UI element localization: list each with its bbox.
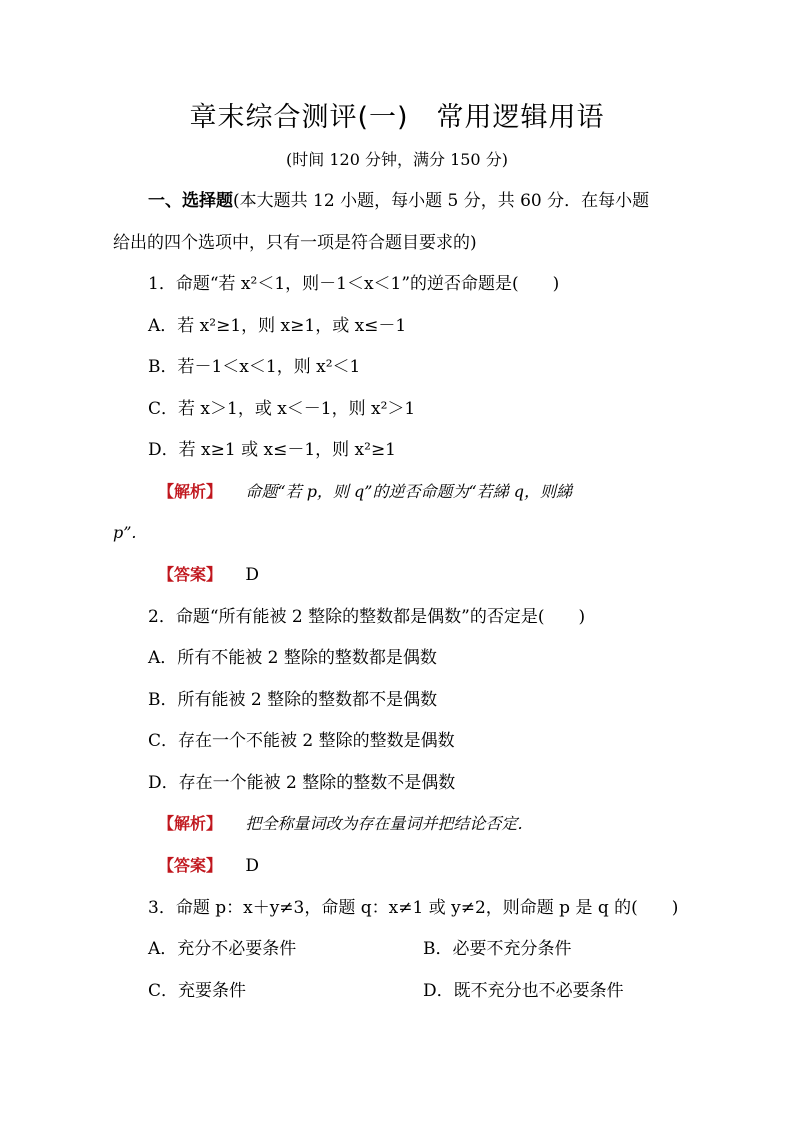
q1-analysis-line-2: p”. [113, 523, 137, 542]
q3-option-b: B．必要不充分条件 [423, 939, 572, 959]
section-intro-line-1 [148, 190, 649, 212]
q1-option-b: B．若－1＜x＜1，则 x²＜1 [148, 357, 361, 377]
q1-option-a: A．若 x²≥1，则 x≥1，或 x≤－1 [148, 316, 407, 336]
q2-answer-tag: 【答案】 [158, 856, 223, 875]
q1-option-d: D．若 x≥1 或 x≤－1，则 x²≥1 [148, 440, 397, 460]
section-intro-text-1: (本大题共 12 小题，每小题 5 分，共 60 分．在每小题 [233, 191, 650, 211]
q1-answer-tag: 【答案】 [158, 565, 223, 584]
q1-analysis-tag: 【解析】 [158, 482, 223, 501]
q3-option-a: A．充分不必要条件 [148, 939, 297, 959]
q3-option-c: C．充要条件 [148, 981, 247, 1001]
page-title: 章末综合测评(一) 常用逻辑用语 [189, 102, 605, 133]
q1-option-c: C．若 x＞1，或 x＜－1，则 x²＞1 [148, 399, 416, 419]
q2-stem: 2．命题“所有能被 2 整除的整数都是偶数”的否定是( ) [148, 607, 586, 627]
q2-analysis-line-1 [158, 813, 533, 835]
q1-answer-line [158, 564, 259, 586]
q2-answer: D [245, 856, 260, 876]
q2-option-c: C．存在一个不能被 2 整除的整数是偶数 [148, 731, 455, 751]
q2-option-b: B．所有能被 2 整除的整数都不是偶数 [148, 690, 438, 710]
q2-option-d: D．存在一个能被 2 整除的整数不是偶数 [148, 773, 456, 793]
q1-answer: D [245, 565, 260, 585]
section-heading: 一、选择题 [148, 191, 233, 211]
q1-stem: 1．命题“若 x²＜1，则－1＜x＜1”的逆否命题是( ) [148, 274, 560, 294]
q3-option-d: D．既不充分也不必要条件 [423, 981, 624, 1001]
q1-analysis-text-1: 命题“若 p，则 q”的逆否命题为“若綈 q，则綈 [245, 482, 572, 501]
q2-answer-line [158, 855, 259, 877]
q2-option-a: A．所有不能被 2 整除的整数都是偶数 [148, 648, 437, 668]
q2-analysis-tag: 【解析】 [158, 814, 223, 833]
q1-analysis-line-1 [158, 481, 572, 503]
q3-stem: 3．命题 p：x＋y≠3，命题 q：x≠1 或 y≠2，则命题 p 是 q 的( ) [148, 898, 679, 918]
section-intro-line-2: 给出的四个选项中，只有一项是符合题目要求的) [113, 233, 477, 253]
q2-analysis-text-1: 把全称量词改为存在量词并把结论否定． [245, 814, 534, 833]
page-subtitle: (时间 120 分钟，满分 150 分) [286, 150, 508, 169]
